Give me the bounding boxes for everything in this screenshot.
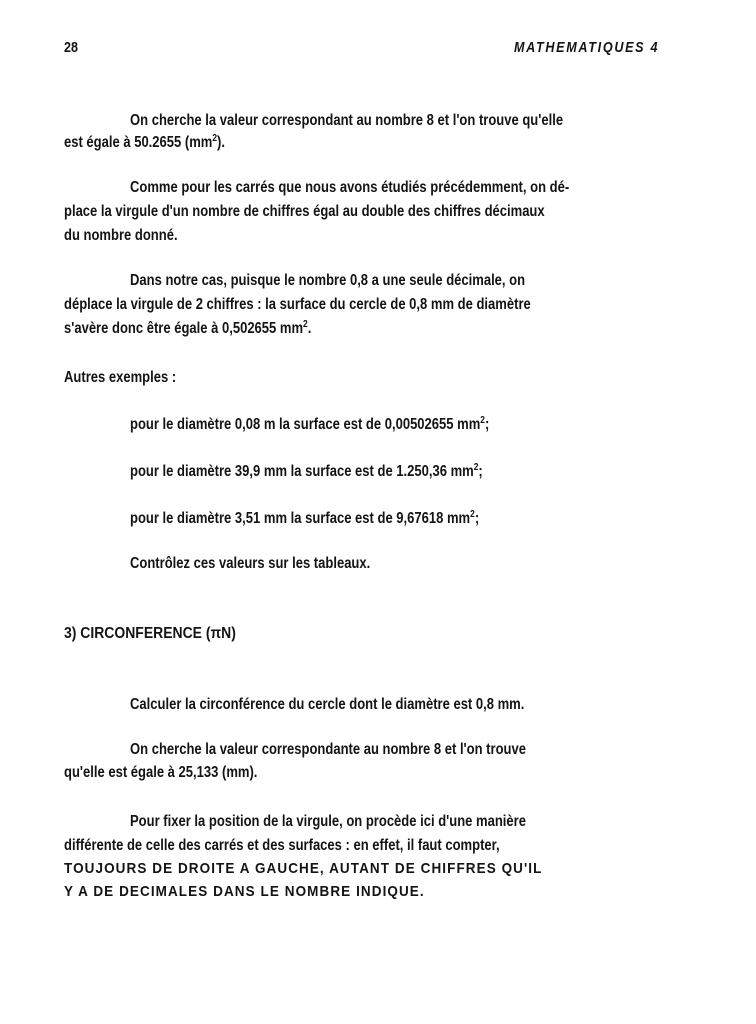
text-span: ; (474, 510, 480, 527)
text-line: déplace la virgule de 2 chiffres : la surface du cercle de 0,8 mm de diamètre (64, 296, 531, 313)
text-line: On cherche la valeur correspondante au nombre 8 et l'on trouve (130, 741, 526, 758)
text-line: Comme pour les carrés que nous avons étudiés précédemment, on dé- (130, 179, 570, 196)
text-line: différente de celle des carrés et des surfaces : en effet, il faut compter, (64, 837, 500, 854)
text-span: ; (484, 416, 490, 433)
text-line: On cherche la valeur correspondant au nombre 8 et l'on trouve qu'elle (130, 112, 564, 129)
text-span: . (307, 320, 312, 337)
superscript: 2 (303, 319, 308, 330)
section-heading: 3) CIRCONFERENCE (πN) (64, 625, 236, 642)
text-span: s'avère donc être égale à 0,502655 mm (64, 320, 304, 337)
page-number: 28 (64, 39, 79, 56)
text-span: pour le diamètre 39,9 mm la surface est de 1.250,36 mm (130, 463, 474, 480)
example-item (130, 416, 489, 434)
example-item (130, 463, 483, 481)
text-line (64, 134, 225, 152)
example-item (130, 510, 479, 528)
text-line-emphasis: Y A DE DECIMALES DANS LE NOMBRE INDIQUE. (64, 883, 425, 900)
text-span: pour le diamètre 0,08 m la surface est de 0,00502655 mm (130, 416, 481, 433)
text-line: Pour fixer la position de la virgule, on procède ici d'une manière (130, 813, 526, 830)
text-span: ; (478, 463, 483, 480)
text-line: du nombre donné. (64, 227, 178, 244)
text-line: place la virgule d'un nombre de chiffres égal au double des chiffres décimaux (64, 203, 545, 220)
running-title: MATHEMATIQUES 4 (514, 39, 660, 56)
paragraph-4: Calculer la circonférence du cercle dont le diamètre est 0,8 mm. (130, 696, 525, 713)
superscript: 2 (473, 462, 479, 473)
text-line (64, 320, 311, 338)
text-span: ). (217, 134, 226, 151)
text-line: Dans notre cas, puisque le nombre 0,8 a une seule décimale, on (130, 272, 526, 289)
text-span: est égale à 50.2655 (mm (64, 134, 213, 151)
text-line: qu'elle est égale à 25,133 (mm). (64, 764, 258, 781)
text-span: pour le diamètre 3,51 mm la surface est de 9,67618 mm (130, 510, 471, 527)
examples-heading: Autres exemples : (64, 369, 177, 386)
text-line-emphasis: TOUJOURS DE DROITE A GAUCHE, AUTANT DE CHIFFRES QU'IL (64, 860, 543, 877)
superscript: 2 (480, 415, 485, 426)
superscript: 2 (212, 133, 218, 144)
superscript: 2 (470, 509, 475, 520)
check-note: Contrôlez ces valeurs sur les tableaux. (130, 555, 371, 572)
